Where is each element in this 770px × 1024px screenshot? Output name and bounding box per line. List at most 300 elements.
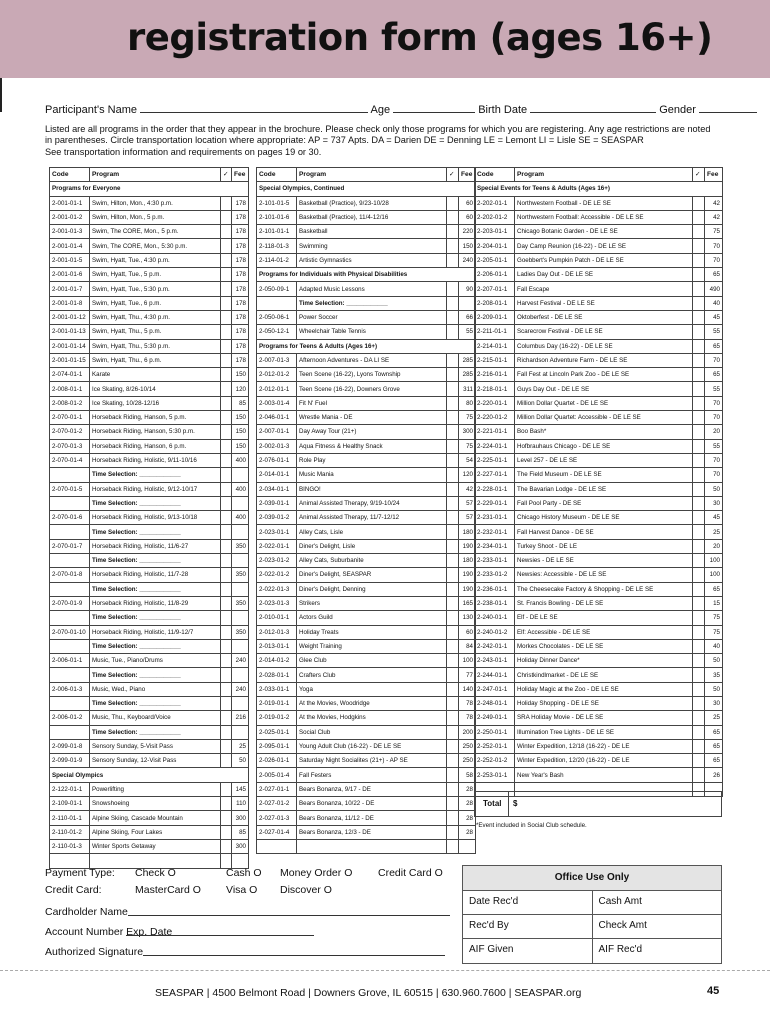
program-code	[50, 554, 90, 568]
table-row	[50, 196, 249, 210]
program-checkbox[interactable]	[221, 625, 232, 639]
program-fee: 178	[232, 239, 249, 253]
program-checkbox	[221, 582, 232, 596]
program-code: 2-023-01-3	[257, 596, 297, 610]
program-code: 2-023-01-2	[257, 554, 297, 568]
program-checkbox[interactable]	[447, 782, 459, 796]
time-selection-row	[50, 554, 249, 568]
program-code: 2-001-01-4	[50, 239, 90, 253]
program-checkbox[interactable]	[221, 253, 232, 267]
program-code: 2-006-01-3	[50, 682, 90, 696]
program-checkbox[interactable]	[693, 253, 705, 267]
program-fee: 15	[705, 596, 723, 610]
program-checkbox[interactable]	[221, 682, 232, 696]
program-code: 2-110-01-1	[50, 811, 90, 825]
program-checkbox[interactable]	[693, 325, 705, 339]
program-code: 2-070-01-1	[50, 411, 90, 425]
program-code: 2-001-01-5	[50, 253, 90, 267]
program-code: 2-006-01-2	[50, 711, 90, 725]
program-checkbox[interactable]	[221, 425, 232, 439]
program-checkbox[interactable]	[221, 196, 232, 210]
program-checkbox[interactable]	[221, 296, 232, 310]
program-table-3	[474, 167, 723, 797]
program-fee: 180	[459, 525, 476, 539]
program-checkbox[interactable]	[447, 596, 459, 610]
program-checkbox[interactable]	[221, 754, 232, 768]
program-name: Swim, Hyatt, Tue., 5 p.m.	[90, 268, 221, 282]
time-selection-field[interactable]: Time Selection: ____________	[90, 611, 221, 625]
program-checkbox[interactable]	[221, 225, 232, 239]
program-checkbox[interactable]	[693, 639, 705, 653]
program-checkbox[interactable]	[693, 525, 705, 539]
program-fee: 28	[459, 811, 476, 825]
table-row	[257, 554, 476, 568]
program-code: 2-070-01-6	[50, 511, 90, 525]
time-selection-field[interactable]: Time Selection: ____________	[90, 525, 221, 539]
table-row	[257, 382, 476, 396]
program-checkbox[interactable]	[447, 668, 459, 682]
header-program: Program	[297, 168, 447, 182]
program-checkbox[interactable]	[221, 811, 232, 825]
birth-date-label: Birth Date	[478, 104, 528, 116]
program-checkbox[interactable]	[447, 568, 459, 582]
credit-card-option[interactable]: Credit Card O	[378, 867, 443, 879]
program-code: 2-001-01-8	[50, 296, 90, 310]
program-checkbox[interactable]	[693, 425, 705, 439]
table-row	[257, 353, 476, 367]
program-code: 2-238-01-1	[475, 596, 515, 610]
age-field[interactable]	[393, 103, 475, 113]
program-checkbox[interactable]	[221, 453, 232, 467]
program-code: 2-208-01-1	[475, 296, 515, 310]
program-checkbox[interactable]	[447, 239, 459, 253]
program-checkbox[interactable]	[447, 439, 459, 453]
program-name: Richardson Adventure Farm - DE LE SE	[515, 353, 693, 367]
program-name: Swim, Hyatt, Thu., 6 p.m.	[90, 353, 221, 367]
program-code: 2-007-01-1	[257, 425, 297, 439]
program-code: 2-013-01-1	[257, 639, 297, 653]
header-check: ✓	[447, 168, 459, 182]
program-checkbox[interactable]	[693, 196, 705, 210]
program-checkbox[interactable]	[693, 611, 705, 625]
table-row	[475, 453, 723, 467]
program-fee: 150	[232, 411, 249, 425]
program-fee: 55	[459, 325, 476, 339]
time-selection-field[interactable]: Time Selection: ____________	[90, 725, 221, 739]
program-code: 2-001-01-1	[50, 196, 90, 210]
time-selection-field[interactable]: Time Selection: ____________	[90, 496, 221, 510]
program-checkbox[interactable]	[447, 725, 459, 739]
program-checkbox[interactable]	[447, 768, 459, 782]
program-code: 2-070-01-10	[50, 625, 90, 639]
program-fee: 150	[232, 425, 249, 439]
table-row	[475, 582, 723, 596]
program-code: 2-001-01-6	[50, 268, 90, 282]
program-name: Alpine Skiing, Cascade Mountain	[90, 811, 221, 825]
program-fee: 35	[705, 668, 723, 682]
signature-field[interactable]	[143, 946, 445, 956]
program-fee: 285	[459, 353, 476, 367]
program-checkbox[interactable]	[693, 353, 705, 367]
table-row	[257, 225, 476, 239]
program-checkbox[interactable]	[221, 825, 232, 839]
program-checkbox[interactable]	[221, 282, 232, 296]
program-name: Powerlifting	[90, 782, 221, 796]
program-name: Teen Scene (16-22), Lyons Township	[297, 368, 447, 382]
program-checkbox[interactable]	[447, 282, 459, 296]
discover-option[interactable]: Discover O	[280, 884, 332, 896]
program-checkbox[interactable]	[693, 239, 705, 253]
time-selection-field[interactable]: Time Selection: ____________	[297, 296, 447, 310]
header-fee: Fee	[459, 168, 476, 182]
recd-by-cell: Rec'd By	[463, 915, 593, 938]
program-checkbox[interactable]	[447, 382, 459, 396]
time-selection-row	[257, 296, 476, 310]
program-fee: 250	[459, 754, 476, 768]
program-fee: 100	[459, 654, 476, 668]
program-checkbox[interactable]	[221, 353, 232, 367]
program-code: 2-027-01-3	[257, 811, 297, 825]
program-fee: 130	[459, 611, 476, 625]
program-name: Bears Bonanza, 9/17 - DE	[297, 782, 447, 796]
program-fee: 75	[459, 439, 476, 453]
program-fee: 78	[459, 696, 476, 710]
table-row	[50, 511, 249, 525]
program-name: Bears Bonanza, 11/12 - DE	[297, 811, 447, 825]
program-code: 2-001-01-7	[50, 282, 90, 296]
program-checkbox[interactable]	[693, 739, 705, 753]
program-checkbox[interactable]	[221, 239, 232, 253]
program-fee: 85	[232, 825, 249, 839]
program-code: 2-247-01-1	[475, 682, 515, 696]
program-code: 2-225-01-1	[475, 453, 515, 467]
program-checkbox[interactable]	[447, 797, 459, 811]
program-checkbox[interactable]	[221, 482, 232, 496]
program-checkbox[interactable]	[447, 453, 459, 467]
time-selection-field[interactable]: Time Selection: ____________	[90, 582, 221, 596]
program-checkbox[interactable]	[221, 325, 232, 339]
program-checkbox[interactable]	[221, 339, 232, 353]
program-checkbox[interactable]	[447, 368, 459, 382]
program-fee: 80	[459, 396, 476, 410]
program-checkbox[interactable]	[221, 839, 232, 853]
program-fee: 350	[232, 539, 249, 553]
table-row	[475, 310, 723, 324]
program-checkbox[interactable]	[693, 296, 705, 310]
program-checkbox[interactable]	[447, 396, 459, 410]
table-row	[475, 196, 723, 210]
page-number: 45	[707, 985, 720, 997]
program-checkbox[interactable]	[693, 411, 705, 425]
table-row	[257, 253, 476, 267]
program-checkbox[interactable]	[221, 210, 232, 224]
program-checkbox[interactable]	[447, 325, 459, 339]
program-code: 2-122-01-1	[50, 782, 90, 796]
gender-label: Gender	[659, 104, 696, 116]
total-currency: $	[513, 799, 518, 808]
time-selection-field[interactable]: Time Selection: ____________	[90, 668, 221, 682]
program-fee: 400	[232, 453, 249, 467]
program-checkbox[interactable]	[447, 468, 459, 482]
mastercard-option[interactable]: MasterCard O	[135, 884, 201, 896]
program-checkbox[interactable]	[447, 411, 459, 425]
program-checkbox[interactable]	[447, 811, 459, 825]
program-name: Music, Tue., Piano/Drums	[90, 654, 221, 668]
program-checkbox[interactable]	[221, 368, 232, 382]
program-checkbox[interactable]	[447, 196, 459, 210]
credit-card-label: Credit Card:	[45, 884, 102, 896]
table-row	[475, 554, 723, 568]
table-row	[257, 668, 476, 682]
program-checkbox[interactable]	[693, 725, 705, 739]
program-code: 2-216-01-1	[475, 368, 515, 382]
program-code: 2-231-01-1	[475, 511, 515, 525]
header-fee: Fee	[705, 168, 723, 182]
table-row	[50, 811, 249, 825]
time-selection-field[interactable]: Time Selection: ____________	[90, 554, 221, 568]
program-name: Newsies: Accessible - DE LE SE	[515, 568, 693, 582]
program-checkbox[interactable]	[693, 539, 705, 553]
program-checkbox[interactable]	[221, 396, 232, 410]
program-checkbox[interactable]	[693, 625, 705, 639]
blank-cell	[90, 854, 221, 868]
footer-contact: SEASPAR | 4500 Belmont Road | Downers Grove, IL 60515 | 630.960.7600 | SEASPAR.org	[155, 987, 582, 999]
program-name: Illumination Tree Lights - DE LE SE	[515, 725, 693, 739]
program-code: 2-050-12-1	[257, 325, 297, 339]
program-checkbox[interactable]	[221, 739, 232, 753]
program-code: 2-215-01-1	[475, 353, 515, 367]
program-checkbox[interactable]	[221, 411, 232, 425]
program-name: Music, Thu., Keyboard/Voice	[90, 711, 221, 725]
program-checkbox[interactable]	[693, 396, 705, 410]
program-fee: 55	[705, 439, 723, 453]
program-fee: 77	[459, 668, 476, 682]
check-option[interactable]: Check O	[135, 867, 176, 879]
program-checkbox[interactable]	[221, 711, 232, 725]
program-checkbox[interactable]	[693, 568, 705, 582]
cardholder-field[interactable]	[128, 906, 450, 916]
program-code: 2-022-01-2	[257, 568, 297, 582]
signature-label: Authorized Signature	[45, 946, 144, 958]
program-checkbox[interactable]	[221, 268, 232, 282]
program-fee: 178	[232, 296, 249, 310]
program-fee: 145	[232, 782, 249, 796]
program-code	[50, 582, 90, 596]
program-checkbox[interactable]	[447, 711, 459, 725]
program-name: Morkes Chocolates - DE LE SE	[515, 639, 693, 653]
program-checkbox[interactable]	[447, 210, 459, 224]
program-name: Afternoon Adventures - DA LI SE	[297, 353, 447, 367]
program-name: Newsies - DE LE SE	[515, 554, 693, 568]
time-selection-row	[50, 668, 249, 682]
program-checkbox[interactable]	[693, 225, 705, 239]
program-name: Ice Skating, 10/28-12/16	[90, 396, 221, 410]
table-header-row	[50, 168, 249, 182]
time-selection-field[interactable]: Time Selection: ____________	[90, 696, 221, 710]
program-checkbox[interactable]	[447, 482, 459, 496]
program-checkbox[interactable]	[221, 439, 232, 453]
program-name: Swim, Hyatt, Tue., 6 p.m.	[90, 296, 221, 310]
program-name: Karate	[90, 368, 221, 382]
program-checkbox[interactable]	[447, 582, 459, 596]
table-row	[475, 396, 723, 410]
program-checkbox[interactable]	[221, 596, 232, 610]
program-checkbox	[221, 554, 232, 568]
program-fee: 400	[232, 511, 249, 525]
program-name: Horseback Riding, Holistic, 11/7-28	[90, 568, 221, 582]
program-checkbox[interactable]	[447, 253, 459, 267]
program-name: Christkindlmarket - DE LE SE	[515, 668, 693, 682]
program-checkbox[interactable]	[221, 539, 232, 553]
program-fee: 178	[232, 253, 249, 267]
program-checkbox[interactable]	[447, 754, 459, 768]
program-code: 2-109-01-1	[50, 797, 90, 811]
program-name: Hofbrauhaus Chicago - DE LE SE	[515, 439, 693, 453]
program-fee: 178	[232, 196, 249, 210]
program-fee: 150	[232, 368, 249, 382]
participant-line	[45, 103, 757, 116]
program-name: Fit N' Fuel	[297, 396, 447, 410]
program-code: 2-220-01-2	[475, 411, 515, 425]
table-header-row	[475, 168, 723, 182]
cash-option[interactable]: Cash O	[226, 867, 262, 879]
program-checkbox[interactable]	[447, 425, 459, 439]
program-code: 2-101-01-6	[257, 210, 297, 224]
program-code: 2-095-01-1	[257, 739, 297, 753]
table-row-blank	[257, 839, 476, 853]
program-checkbox[interactable]	[447, 225, 459, 239]
program-checkbox[interactable]	[693, 682, 705, 696]
table-row	[50, 411, 249, 425]
program-checkbox[interactable]	[221, 511, 232, 525]
program-code: 2-218-01-1	[475, 382, 515, 396]
program-checkbox[interactable]	[447, 554, 459, 568]
program-checkbox[interactable]	[693, 339, 705, 353]
program-checkbox[interactable]	[447, 739, 459, 753]
program-checkbox[interactable]	[221, 568, 232, 582]
program-checkbox[interactable]	[447, 539, 459, 553]
program-checkbox[interactable]	[693, 453, 705, 467]
gender-field[interactable]	[699, 103, 757, 113]
program-checkbox[interactable]	[447, 496, 459, 510]
program-code: 2-232-01-1	[475, 525, 515, 539]
program-fee: 300	[232, 811, 249, 825]
visa-option[interactable]: Visa O	[226, 884, 258, 896]
table-row	[257, 453, 476, 467]
program-checkbox[interactable]	[693, 596, 705, 610]
program-checkbox[interactable]	[693, 668, 705, 682]
program-checkbox[interactable]	[693, 210, 705, 224]
table-row	[475, 382, 723, 396]
program-fee: 57	[459, 511, 476, 525]
program-name: Swim, The CORE, Mon., 5:30 p.m.	[90, 239, 221, 253]
time-selection-field[interactable]: Time Selection: ____________	[90, 468, 221, 482]
table-row	[475, 468, 723, 482]
table-row	[475, 739, 723, 753]
program-checkbox[interactable]	[447, 654, 459, 668]
program-checkbox[interactable]	[221, 382, 232, 396]
program-checkbox[interactable]	[221, 782, 232, 796]
table-row	[50, 825, 249, 839]
program-checkbox[interactable]	[447, 611, 459, 625]
exp-date-field[interactable]	[172, 926, 260, 936]
program-checkbox[interactable]	[693, 368, 705, 382]
money-order-option[interactable]: Money Order O	[280, 867, 353, 879]
birth-date-field[interactable]	[530, 103, 656, 113]
program-checkbox[interactable]	[693, 654, 705, 668]
program-checkbox[interactable]	[693, 554, 705, 568]
program-code: 2-207-01-1	[475, 282, 515, 296]
left-margin-rule	[0, 78, 2, 112]
program-checkbox[interactable]	[447, 825, 459, 839]
program-checkbox[interactable]	[447, 310, 459, 324]
program-checkbox[interactable]	[693, 754, 705, 768]
program-checkbox[interactable]	[693, 439, 705, 453]
program-code: 2-221-01-1	[475, 425, 515, 439]
program-checkbox[interactable]	[447, 525, 459, 539]
program-checkbox[interactable]	[221, 654, 232, 668]
program-checkbox[interactable]	[693, 468, 705, 482]
program-checkbox[interactable]	[447, 696, 459, 710]
program-checkbox[interactable]	[447, 511, 459, 525]
program-code: 2-070-01-9	[50, 596, 90, 610]
program-checkbox[interactable]	[447, 353, 459, 367]
program-checkbox[interactable]	[221, 310, 232, 324]
participant-name-field[interactable]	[140, 103, 368, 113]
total-box[interactable]	[474, 791, 722, 817]
section-title: Special Olympics	[50, 768, 249, 782]
program-checkbox[interactable]	[693, 496, 705, 510]
table-row	[475, 654, 723, 668]
table-row	[257, 496, 476, 510]
section-header-row	[50, 182, 249, 196]
cardholder-label: Cardholder Name	[45, 906, 128, 918]
program-fee	[232, 582, 249, 596]
table-row	[50, 596, 249, 610]
program-code: 2-243-01-1	[475, 654, 515, 668]
program-checkbox[interactable]	[447, 625, 459, 639]
program-checkbox[interactable]	[693, 768, 705, 782]
program-checkbox[interactable]	[693, 382, 705, 396]
header-fee: Fee	[232, 168, 249, 182]
program-checkbox[interactable]	[693, 482, 705, 496]
table-row	[475, 353, 723, 367]
program-checkbox[interactable]	[693, 511, 705, 525]
program-fee: 178	[232, 325, 249, 339]
program-checkbox[interactable]	[447, 682, 459, 696]
program-name: Swim, Hyatt, Thu., 5:30 p.m.	[90, 339, 221, 353]
program-checkbox[interactable]	[693, 268, 705, 282]
time-selection-field[interactable]: Time Selection: ____________	[90, 639, 221, 653]
header-program: Program	[90, 168, 221, 182]
table-row	[475, 225, 723, 239]
program-fee: 57	[459, 496, 476, 510]
program-name: Adapted Music Lessons	[297, 282, 447, 296]
program-checkbox[interactable]	[693, 282, 705, 296]
program-checkbox[interactable]	[693, 582, 705, 596]
program-name: Snowshoeing	[90, 797, 221, 811]
program-checkbox[interactable]	[693, 711, 705, 725]
program-checkbox[interactable]	[693, 696, 705, 710]
program-name: Social Club	[297, 725, 447, 739]
table-row	[475, 525, 723, 539]
program-checkbox[interactable]	[221, 797, 232, 811]
table-row	[257, 825, 476, 839]
header-program: Program	[515, 168, 693, 182]
program-checkbox[interactable]	[693, 310, 705, 324]
table-row	[257, 310, 476, 324]
program-checkbox[interactable]	[447, 639, 459, 653]
